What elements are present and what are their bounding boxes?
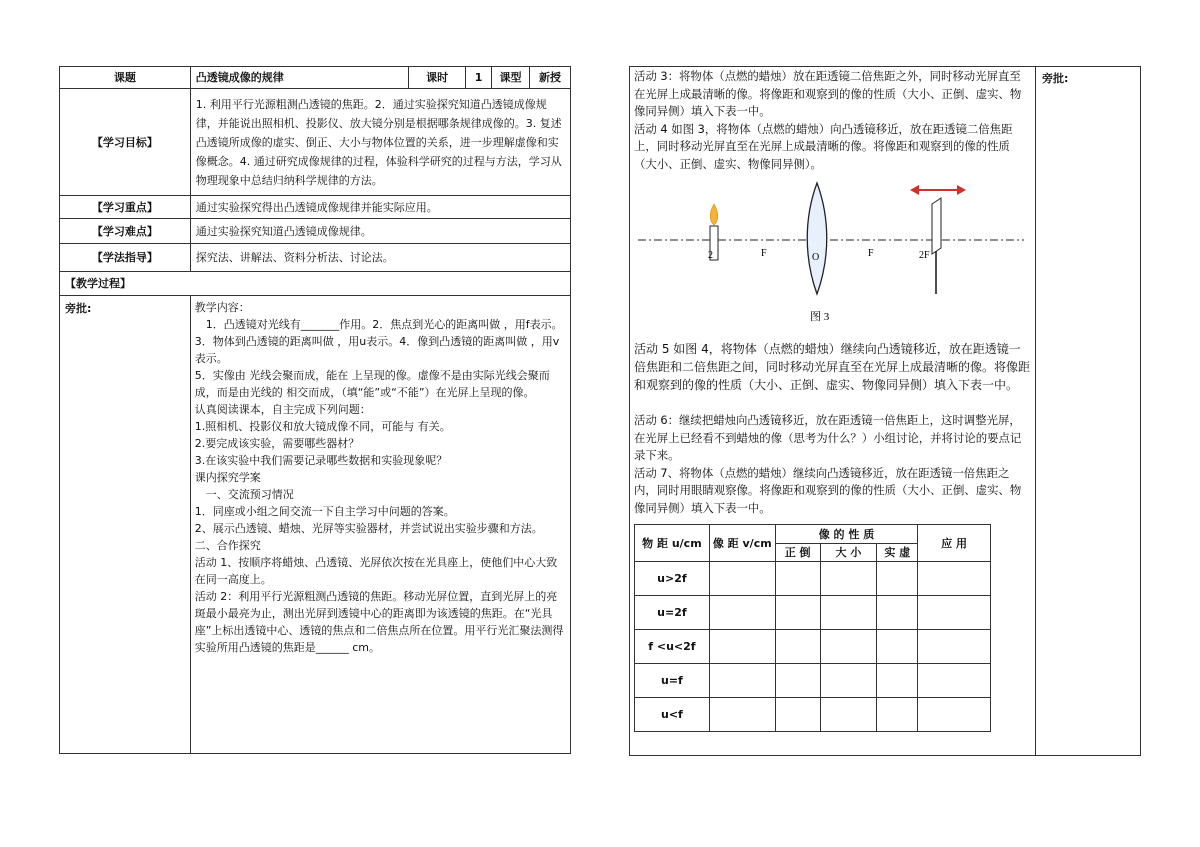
cell-image-distance[interactable] <box>709 562 775 596</box>
cell-size[interactable] <box>820 562 877 596</box>
col-image-distance: 像 距 v/cm <box>709 525 775 562</box>
hours-label: 课时 <box>409 67 466 89</box>
content-line: 活动 2：利用平行光源粗测凸透镜的焦距。移动光屏位置，直到光屏上的亮斑最小最亮为止，测出光屏到透镜中心的距离即为该透镜的焦距。在“光具座”上标出透镜中心、透镜的焦点和二倍焦点所在位置。用平行光汇聚法测得实验所用凸透镜的焦距是______ cm。 <box>194 590 564 654</box>
cell-real-virtual[interactable] <box>877 562 918 596</box>
content-line: 5．实像由 光线会聚而成，能在 上呈现的像。虚像不是由实际光线会聚而成，而是由光线的 相交而成，（填“能”或“不能”）在光屏上呈现的像。 <box>194 369 550 399</box>
cell-real-virtual[interactable] <box>877 596 918 630</box>
cell-image-distance[interactable] <box>709 630 775 664</box>
goals-label: 【学习目标】 <box>60 89 191 196</box>
cell-image-distance[interactable] <box>709 664 775 698</box>
cell-size[interactable] <box>820 630 877 664</box>
cell-size[interactable] <box>820 698 877 732</box>
candle-flame-icon <box>710 204 718 225</box>
method-label: 【学法指导】 <box>60 244 191 272</box>
label-f-right: F <box>868 248 874 259</box>
cell-orientation[interactable] <box>775 562 820 596</box>
lesson-content <box>190 296 570 754</box>
content-line: 3.在该实验中我们需要记录哪些数据和实验现象呢？ <box>194 454 448 467</box>
topic-value: 凸透镜成像的规律 <box>190 67 408 89</box>
content-line: 活动 1、按顺序将蜡烛、凸透镜、光屏依次按在光具座上，使他们中心大致在同一高度上。 <box>194 556 558 586</box>
content-line: 认真阅读课本，自主完成下列问题： <box>194 403 371 416</box>
sub-real-virtual: 实 虚 <box>877 543 918 562</box>
table-row <box>635 562 991 596</box>
col-object-distance: 物 距 u/cm <box>635 525 710 562</box>
row-label: u=f <box>635 664 710 698</box>
arrow-left-icon <box>910 185 919 195</box>
optics-diagram <box>634 178 1032 328</box>
label-f-left: F <box>761 248 767 259</box>
cell-application[interactable] <box>918 698 991 732</box>
cell-size[interactable] <box>820 596 877 630</box>
label-2f-left: 2 <box>708 250 713 261</box>
col-image-properties: 像 的 性 质 <box>775 525 918 544</box>
goals-text: 1. 利用平行光源粗测凸透镜的焦距。2．通过实验探究知道凸透镜成像规律，并能说出照相机、投影仪、放大镜分别是根据哪条规律成像的。3. 复述凸透镜所成像的虚实、倒正、大小与物体位置的关系，进一步理解虚像和实像概念。4. 通过研究成像规律的过程，体验科学研究的过程与方法，学习从物理现象中总结归纳科学规律的方法。 <box>190 89 570 196</box>
content-line: 3．物体到凸透镜的距离叫做 ，用u表示。4．像到凸透镜的距离叫做 ，用v表示。 <box>194 335 560 365</box>
cell-orientation[interactable] <box>775 596 820 630</box>
right-margin-label: 旁批: <box>1042 72 1069 85</box>
content-line: 2.要完成该实验，需要哪些器材？ <box>194 437 360 450</box>
content-line: 课内探究学案 <box>194 471 261 484</box>
activity-4: 活动 4 如图 3，将物体（点燃的蜡烛）向凸透镜移近，放在距透镜二倍焦距上，同时移动光屏直至在光屏上成最清晰的像。将像距和观察到的像的性质（大小、正倒、虚实、物像同异侧）。 <box>634 121 1013 171</box>
cell-application[interactable] <box>918 562 991 596</box>
cell-orientation[interactable] <box>775 630 820 664</box>
row-label: u<f <box>635 698 710 732</box>
sub-orientation: 正 倒 <box>775 543 820 562</box>
cell-orientation[interactable] <box>775 664 820 698</box>
cell-size[interactable] <box>820 664 877 698</box>
col-application: 应 用 <box>918 525 991 562</box>
table-row <box>635 698 991 732</box>
row-label: f <u<2f <box>635 630 710 664</box>
content-line: 1.照相机、投影仪和放大镜成像不同，可能与 有关。 <box>194 420 451 433</box>
activity-3-4-text <box>634 68 1032 174</box>
cell-real-virtual[interactable] <box>877 630 918 664</box>
difficulty-text: 通过实验探究知道凸透镜成像规律。 <box>190 219 570 244</box>
content-line: 一、交流预习情况 <box>194 488 294 501</box>
lens-figure <box>634 178 1032 328</box>
difficulty-label: 【学习难点】 <box>60 219 191 244</box>
summary-table <box>634 524 991 732</box>
light-screen <box>932 198 941 254</box>
key-text: 通过实验探究得出凸透镜成像规律并能实际应用。 <box>190 196 570 219</box>
sub-size: 大 小 <box>820 543 877 562</box>
type-label: 课型 <box>492 67 530 89</box>
content-line: 二、合作探究 <box>194 539 261 552</box>
activity-6: 活动 6：继续把蜡烛向凸透镜移近，放在距透镜一倍焦距上，这时调整光屏，在光屏上已经看不到蜡烛的像（思考为什么？）小组讨论，并将讨论的要点记录下来。 <box>634 413 1022 463</box>
cell-application[interactable] <box>918 596 991 630</box>
process-label: 【教学过程】 <box>60 272 571 296</box>
table-row <box>635 596 991 630</box>
margin-label: 旁批: <box>60 296 191 754</box>
content-line: 2、展示凸透镜、蜡烛、光屏等实验器材，并尝试说出实验步骤和方法。 <box>194 522 543 535</box>
hours-value: 1 <box>466 67 492 89</box>
label-2f-right: 2F <box>919 250 930 261</box>
cell-real-virtual[interactable] <box>877 664 918 698</box>
method-text: 探究法、讲解法、资料分析法、讨论法。 <box>190 244 570 272</box>
activity-3: 活动 3：将物体（点燃的蜡烛）放在距透镜二倍焦距之外，同时移动光屏直至在光屏上成最清晰的像。将像距和观察到的像的性质（大小、正倒、虚实、物像同异侧）填入下表一中。 <box>634 69 1022 119</box>
cell-real-virtual[interactable] <box>877 698 918 732</box>
activity-7: 活动 7、将物体（点燃的蜡烛）继续向凸透镜移近，放在距透镜一倍焦距之内，同时用眼睛观察像。将像距和观察到的像的性质（大小、正倒、虚实、物像同异侧）填入下表一中。 <box>634 465 1022 515</box>
table-row <box>635 630 991 664</box>
topic-label: 课题 <box>60 67 191 89</box>
content-line: 教学内容： <box>194 301 250 314</box>
cell-image-distance[interactable] <box>709 596 775 630</box>
table-row <box>635 664 991 698</box>
figure-caption: 图 3 <box>810 311 830 323</box>
label-optical-center: O <box>812 252 820 263</box>
type-value: 新授 <box>530 67 571 89</box>
activity-6-7-text <box>634 412 1032 518</box>
cell-orientation[interactable] <box>775 698 820 732</box>
cell-application[interactable] <box>918 664 991 698</box>
margin-divider <box>1035 66 1036 756</box>
convex-lens <box>807 183 827 294</box>
activity-5-text <box>634 340 1032 394</box>
row-label: u=2f <box>635 596 710 630</box>
content-line: 1．凸透镜对光线有_______作用。2．焦点到光心的距离叫做 ，用f表示。 <box>194 318 563 331</box>
cell-image-distance[interactable] <box>709 698 775 732</box>
cell-application[interactable] <box>918 630 991 664</box>
key-label: 【学习重点】 <box>60 196 191 219</box>
row-label: u>2f <box>635 562 710 596</box>
lesson-plan-table <box>59 66 571 754</box>
arrow-right-icon <box>957 185 966 195</box>
activity-5: 活动 5 如图 4，将物体（点燃的蜡烛）继续向凸透镜移近，放在距透镜一倍焦距和二倍焦距之间，同时移动光屏直至在光屏上成最清晰的像。将像距和观察到的像的性质（大小、正倒、虚实、物像同异侧）填入下表一中。 <box>634 342 1031 392</box>
content-line: 1．同座或小组之间交流一下自主学习中问题的答案。 <box>194 505 455 518</box>
